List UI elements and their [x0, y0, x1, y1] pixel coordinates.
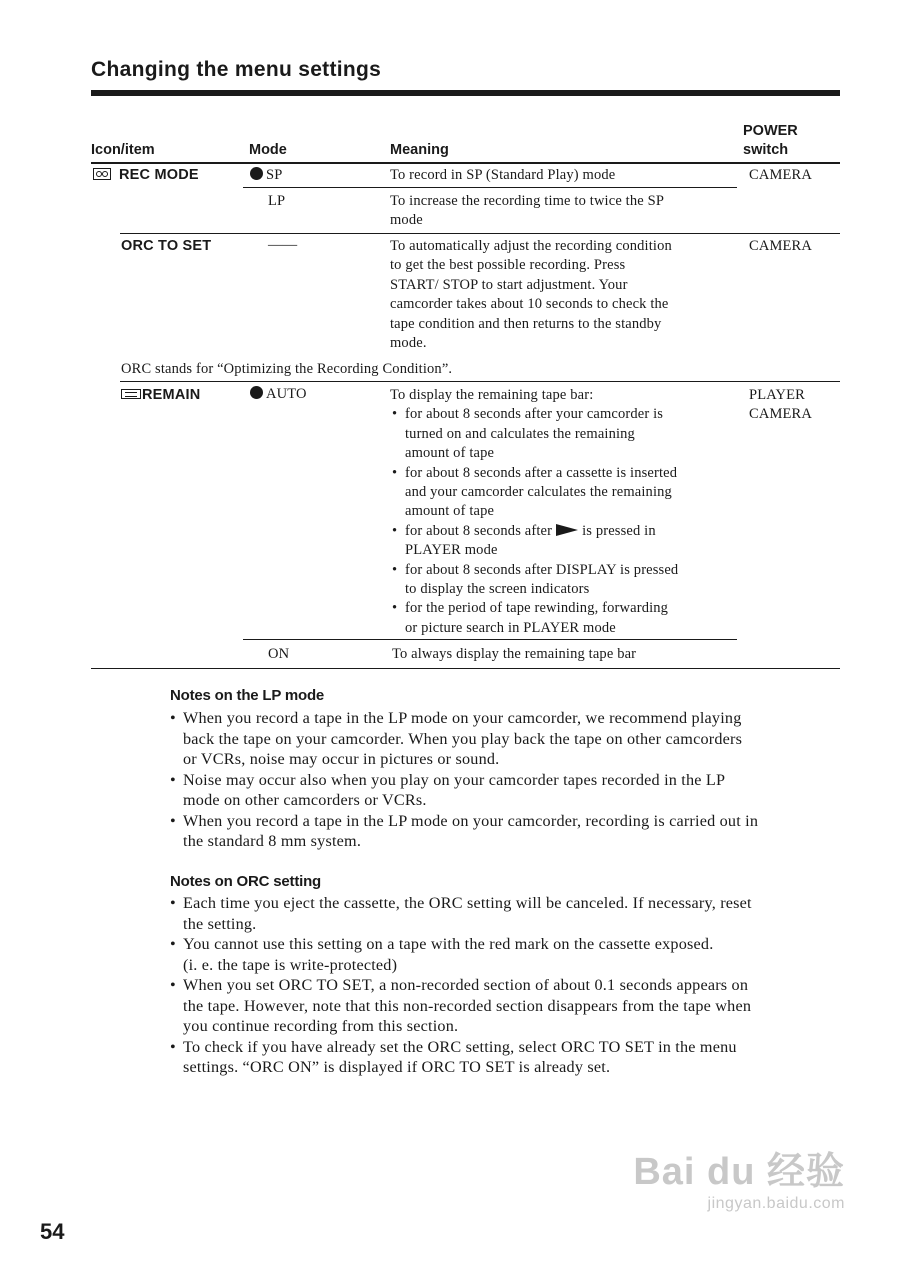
- list-item: [390, 522, 735, 561]
- bullet-line: • for about 8 seconds after your camcorder is: [405, 406, 664, 423]
- bullet-line: [405, 522, 735, 541]
- remain-meaning: [390, 386, 735, 638]
- tape-remain-icon: [121, 389, 141, 399]
- note-line: • Each time you eject the cassette, the ORC setting will be canceled. If necessary, reset: [183, 894, 752, 912]
- col-header-power-line2: switch: [743, 142, 789, 158]
- note-line: the standard 8 mm system.: [183, 832, 362, 850]
- orc-meaning: [390, 237, 672, 353]
- lp-meaning: [390, 192, 664, 231]
- orc-power: CAMERA: [749, 238, 812, 254]
- sp-mode-label: SP: [266, 167, 283, 183]
- bullet-text: for about 8 seconds after: [405, 522, 553, 539]
- notes-orc-list: [169, 893, 849, 1078]
- col-header-icon-item: Icon/item: [91, 142, 155, 158]
- bullet-line: amount of tape: [405, 503, 495, 520]
- note-line: or VCRs, noise may occur in pictures or sound.: [183, 750, 500, 768]
- note-line: mode on other camcorders or VCRs.: [183, 791, 427, 809]
- rec-mode-item: [93, 167, 199, 183]
- notes-orc-title: Notes on ORC setting: [170, 873, 322, 890]
- lp-meaning-line: To increase the recording time to twice the SP: [390, 193, 665, 209]
- list-item: [169, 934, 849, 975]
- list-item: [169, 770, 849, 811]
- note-line: • When you record a tape in the LP mode on your camcorder, recording is carried out in: [183, 811, 759, 830]
- list-item: [390, 405, 735, 463]
- orc-meaning-line: To automatically adjust the recording condition: [390, 238, 672, 254]
- remain-auto-mode: [250, 385, 307, 404]
- note-line: settings. “ORC ON” is displayed if ORC TO SET is already set.: [183, 1058, 611, 1076]
- row-rule: [120, 381, 840, 382]
- orc-meaning-line: to get the best possible recording. Press: [390, 257, 626, 274]
- note-line: • When you record a tape in the LP mode on your camcorder, we recommend playing: [183, 709, 742, 727]
- note-line: you continue recording from this section.: [183, 1017, 459, 1035]
- rec-mode-sp-mode: [250, 166, 282, 185]
- bullet-line: • for the period of tape rewinding, forwarding: [405, 600, 669, 617]
- baidu-watermark: [633, 1140, 845, 1213]
- bullet-line: to display the screen indicators: [405, 581, 590, 598]
- note-line: • You cannot use this setting on a tape with the red mark on the cassette exposed.: [183, 935, 714, 953]
- notes-lp-list: [169, 708, 849, 852]
- orc-meaning-line: START/ STOP to start adjustment. Your: [390, 276, 628, 293]
- remain-power: [749, 386, 812, 425]
- orc-meaning-line: mode.: [390, 335, 427, 352]
- sp-meaning: To record in SP (Standard Play) mode: [390, 167, 616, 183]
- watermark-main: Bai du 经验: [633, 1151, 845, 1193]
- col-header-power: [743, 122, 798, 160]
- list-item: [169, 975, 849, 1037]
- lp-mode-label: LP: [268, 193, 286, 209]
- orc-to-set-label: ORC TO SET: [121, 238, 212, 254]
- row-rule: [120, 233, 840, 234]
- bullet-line: • for about 8 seconds after DISPLAY is pressed: [405, 561, 679, 578]
- default-dot-icon: [250, 386, 263, 399]
- row-rule: [243, 639, 737, 640]
- remain-power-player: PLAYER: [749, 387, 805, 403]
- list-item: [169, 1037, 849, 1078]
- bullet-text: is pressed in: [582, 522, 656, 539]
- note-line: the tape. However, note that this non-recorded section disappears from the tape when: [183, 996, 752, 1015]
- list-item: [390, 599, 735, 638]
- bullet-line: turned on and calculates the remaining: [405, 425, 635, 442]
- list-item: [390, 464, 735, 522]
- play-icon: [556, 524, 578, 536]
- remain-label: REMAIN: [142, 387, 201, 403]
- notes-lp-title: Notes on the LP mode: [170, 687, 325, 704]
- remain-power-camera: CAMERA: [749, 406, 812, 423]
- col-header-power-line1: POWER: [743, 123, 798, 139]
- row-rule: [243, 187, 737, 188]
- bullet-line: • for about 8 seconds after a cassette is inserted: [405, 464, 678, 481]
- on-mode-label: ON: [268, 646, 290, 662]
- auto-mode-label: AUTO: [266, 386, 307, 402]
- remain-intro: To display the remaining tape bar:: [390, 387, 594, 403]
- bullet-line: or picture search in PLAYER mode: [405, 619, 616, 636]
- note-line: • To check if you have already set the ORC setting, select ORC TO SET in the menu: [183, 1037, 737, 1056]
- orc-meaning-line: tape condition and then returns to the standby: [390, 315, 662, 332]
- note-line: • Noise may occur also when you play on your camcorder tapes recorded in the LP: [183, 770, 726, 789]
- orc-mode-dash: ——: [268, 237, 298, 253]
- note-line: back the tape on your camcorder. When you play back the tape on other camcorders: [183, 729, 743, 748]
- table-bottom-rule: [91, 668, 840, 669]
- page-title: Changing the menu settings: [91, 58, 382, 81]
- bullet-line: PLAYER mode: [405, 542, 498, 559]
- lp-meaning-line: mode: [390, 212, 423, 229]
- header-rule: [91, 162, 840, 164]
- orc-footnote: ORC stands for “Optimizing the Recording Condition”.: [121, 361, 453, 377]
- list-item: [169, 708, 849, 770]
- rec-mode-power: CAMERA: [749, 167, 812, 183]
- note-line: • When you set ORC TO SET, a non-recorded section of about 0.1 seconds appears on: [183, 976, 749, 994]
- tape-cassette-icon: [93, 168, 111, 180]
- col-header-meaning: Meaning: [390, 142, 449, 158]
- bullet-line: and your camcorder calculates the remaining: [405, 484, 672, 501]
- note-line: (i. e. the tape is write-protected): [183, 955, 398, 974]
- bullet-line: amount of tape: [405, 445, 495, 462]
- on-meaning: To always display the remaining tape bar: [392, 646, 637, 662]
- list-item: [169, 893, 849, 934]
- list-item: [169, 811, 849, 852]
- title-rule: [91, 90, 840, 96]
- remain-item: [121, 387, 200, 403]
- col-header-mode: Mode: [249, 142, 287, 158]
- rec-mode-label: REC MODE: [119, 167, 199, 183]
- note-line: the setting.: [183, 914, 257, 933]
- list-item: [390, 561, 735, 600]
- page-number: 54: [40, 1219, 65, 1244]
- watermark-sub: jingyan.baidu.com: [707, 1195, 845, 1212]
- default-dot-icon: [250, 167, 263, 180]
- orc-meaning-line: camcorder takes about 10 seconds to check the: [390, 296, 669, 313]
